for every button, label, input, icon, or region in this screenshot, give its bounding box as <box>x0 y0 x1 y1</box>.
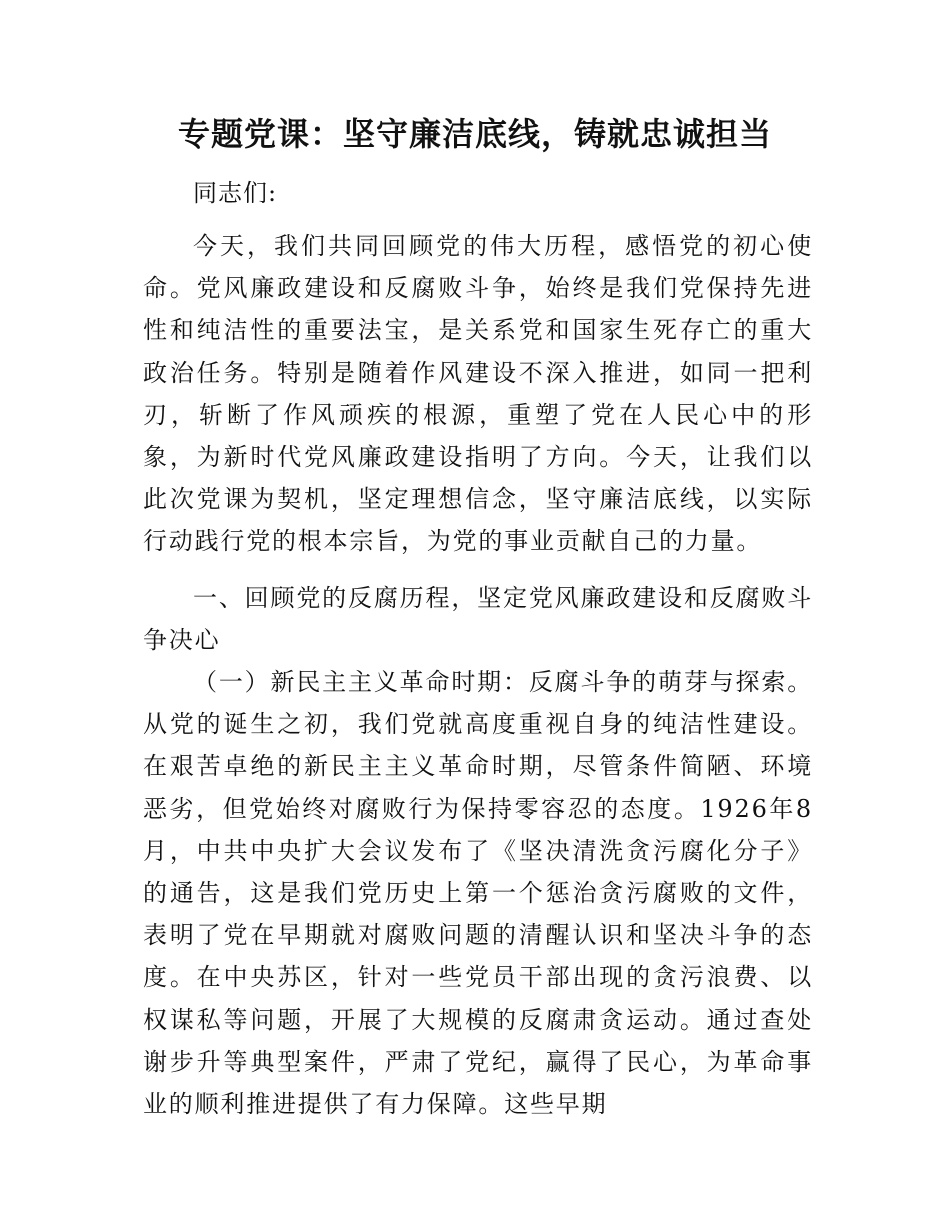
paragraph-intro: 今天，我们共同回顾党的伟大历程，感悟党的初心使命。党风廉政建设和反腐败斗争，始终是我们党保持先进性和纯洁性的重要法宝，是关系党和国家生死存亡的重大政治任务。特别是随着作风建设不深入推进，如同一把利刃，斩断了作风顽疾的根源，重塑了党在人民心中的形象，为新时代党风廉政建设指明了方向。今天，让我们以此次党课为契机，坚定理想信念，坚守廉洁底线，以实际行动践行党的根本宗旨，为党的事业贡献自己的力量。 <box>143 232 813 556</box>
salutation: 同志们: <box>193 179 278 207</box>
document-title: 专题党课：坚守廉洁底线，铸就忠诚担当 <box>177 115 772 153</box>
paragraph-subsection-1: （一）新民主主义革命时期：反腐斗争的萌芽与探索。从党的诞生之初，我们党就高度重视自身的纯洁性建设。在艰苦卓绝的新民主主义革命时期，尽管条件简陋、环境恶劣，但党始终对腐败行为保持零容忍的态度。1926年8月，中共中央扩大会议发布了《坚决清洗贪污腐化分子》的通告，这是我们党历史上第一个惩治贪污腐败的文件，表明了党在早期就对腐败问题的清醒认识和坚决斗争的态度。在中央苏区，针对一些党员干部出现的贪污浪费、以权谋私等问题，开展了大规模的反腐肃贪运动。通过查处谢步升等典型案件，严肃了党纪，赢得了民心，为革命事业的顺利推进提供了有力保障。这些早期 <box>143 668 813 1119</box>
section-heading-1: 一、回顾党的反腐历程，坚定党风廉政建设和反腐败斗争决心 <box>143 584 813 655</box>
